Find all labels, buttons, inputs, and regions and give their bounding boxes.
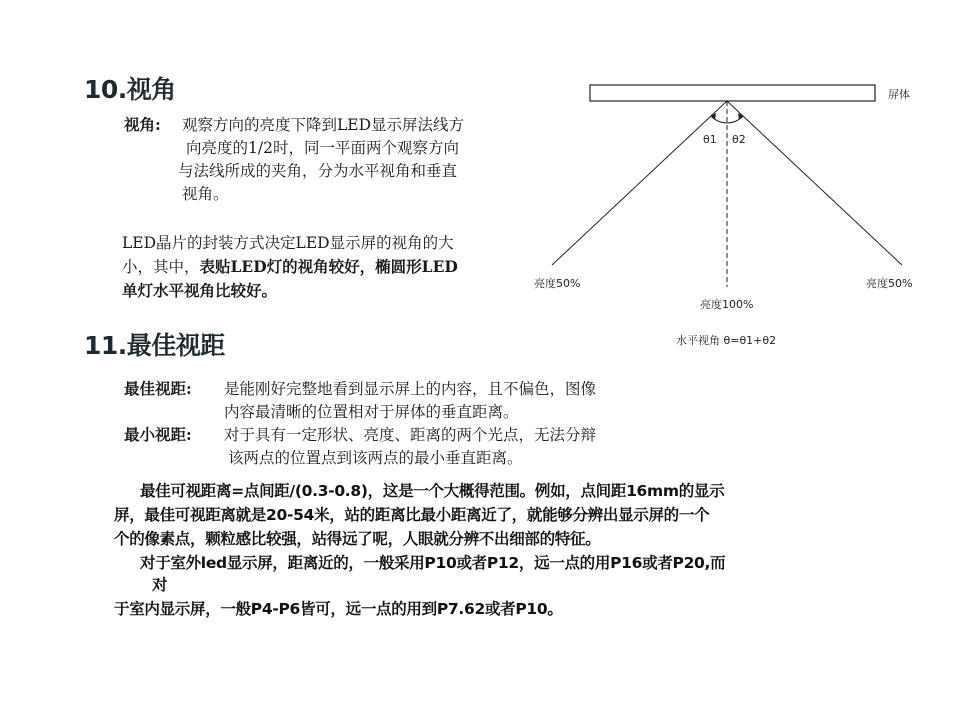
best-distance-term: 最佳视距:	[124, 379, 192, 398]
section10-heading: 10.视角	[84, 75, 176, 104]
viewing-angle-diagram	[530, 80, 950, 350]
packaging-para-line-1: LED晶片的封装方式决定LED显示屏的视角的大	[122, 234, 454, 252]
center-brightness-label: 亮度100%	[700, 298, 754, 311]
viewing-angle-term: 视角:	[124, 115, 161, 134]
explanation-line-3: 个的像素点，颗粒感比较强，站得远了呢，人眼就分辨不出细部的特征。	[114, 530, 601, 548]
section11-heading: 11.最佳视距	[84, 331, 225, 360]
viewing-angle-def-line-1: 观察方向的亮度下降到LED显示屏法线方	[182, 116, 465, 134]
right-ray	[727, 101, 902, 265]
viewing-angle-def-line-3: 与法线所成的夹角，分为水平视角和垂直	[178, 162, 458, 180]
min-distance-line-1: 对于具有一定形状、亮度、距离的两个光点，无法分辩	[224, 426, 597, 444]
viewing-angle-def-line-2: 向亮度的1/2时，同一平面两个观察方向	[186, 139, 459, 157]
packaging-para-line-2	[122, 256, 458, 278]
screen-body-label: 屏体	[888, 88, 910, 101]
min-distance-line-2: 该两点的位置点到该两点的最小垂直距离。	[228, 449, 523, 467]
packaging-para-line-2-bold: 表贴LED灯的视角较好，椭圆形LED	[199, 257, 458, 276]
best-distance-line-1: 是能刚好完整地看到显示屏上的内容，且不偏色，图像	[224, 380, 597, 398]
explanation-line-5: 对	[152, 576, 168, 594]
viewing-angle-def-line-4: 视角。	[182, 185, 229, 203]
packaging-para-line-2-normal: 小，其中，	[122, 258, 200, 276]
horizontal-angle-caption: 水平视角 θ=θ1+θ2	[676, 334, 777, 347]
theta1-label: θ1	[703, 133, 717, 146]
min-distance-term: 最小视距:	[124, 425, 192, 444]
screen-body-rect	[590, 85, 875, 101]
best-distance-line-2: 内容最清晰的位置相对于屏体的垂直距离。	[224, 403, 519, 421]
left-ray	[552, 101, 727, 265]
left-brightness-label: 亮度50%	[534, 277, 581, 290]
packaging-para-line-3: 单灯水平视角比较好。	[122, 281, 278, 300]
explanation-line-4: 对于室外led显示屏，距离近的，一般采用P10或者P12，远一点的用P16或者P20,而	[140, 554, 726, 572]
right-brightness-label: 亮度50%	[866, 277, 913, 290]
explanation-line-6: 于室内显示屏，一般P4-P6皆可，远一点的用到P7.62或者P10。	[114, 600, 563, 618]
explanation-line-1: 最佳可视距离=点间距/(0.3-0.8)，这是一个大概得范围。例如，点间距16mm的显示	[140, 482, 725, 500]
explanation-line-2: 屏，最佳可视距离就是20-54米，站的距离比最小距离近了，就能够分辨出显示屏的一个	[114, 506, 710, 524]
theta2-label: θ2	[732, 133, 746, 146]
